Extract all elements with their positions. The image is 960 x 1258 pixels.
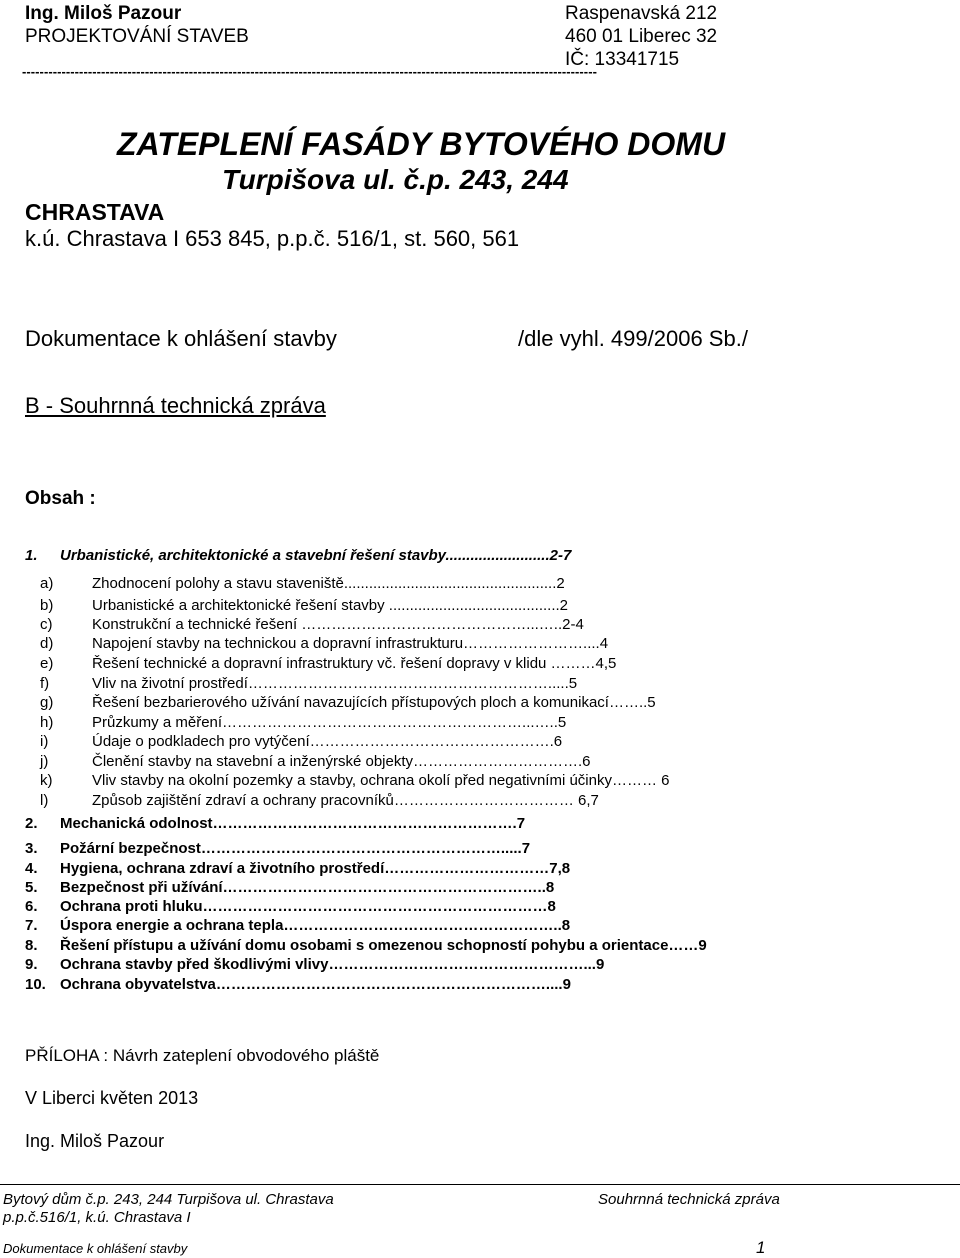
address-block	[565, 2, 717, 71]
project-address: Turpišova ul. č.p. 243, 244	[222, 164, 569, 195]
toc-number: b)	[40, 597, 54, 614]
toc-entry-text: Bezpečnost při užívání………………………………………………………..8	[60, 879, 555, 896]
toc-entry-text: Napojení stavby na technickou a dopravní infrastrukturu……………………....4	[92, 635, 609, 652]
toc-entry-text: Řešení přístupu a užívání domu osobami s omezenou schopností pohybu a orientace……9	[60, 937, 707, 954]
toc-entry-text: Úspora energie a ochrana tepla………………………………………………..8	[60, 917, 571, 934]
toc-entry-text: Urbanistické, architektonické a stavební řešení stavby.........................2-7	[60, 547, 572, 564]
section-title: B - Souhrnná technická zpráva	[25, 393, 326, 418]
author-name: Ing. Miloš Pazour	[25, 3, 182, 24]
page-number: 1	[756, 1238, 766, 1257]
toc-number: 2.	[25, 815, 38, 832]
toc-entry-text: Konstrukční a technické řešení ………………………………………...…..2-4	[92, 616, 584, 633]
toc-number: 4.	[25, 860, 38, 877]
toc-number: 3.	[25, 840, 38, 857]
project-town: CHRASTAVA	[25, 199, 165, 225]
attachment-note: PŘÍLOHA : Návrh zateplení obvodového pláště	[25, 1046, 380, 1065]
document-type: Dokumentace k ohlášení stavby	[25, 326, 337, 351]
toc-number: j)	[40, 753, 49, 770]
toc-number: i)	[40, 733, 49, 750]
toc-entry-text: Vliv stavby na okolní pozemky a stavby, ochrana okolí před negativními účinky……… 6	[92, 772, 670, 789]
toc-number: d)	[40, 635, 54, 652]
footer-building: Bytový dům č.p. 243, 244 Turpišova ul. Chrastava	[3, 1191, 334, 1208]
toc-number: 10.	[25, 976, 46, 993]
toc-number: a)	[40, 575, 54, 592]
toc-entry-text: Ochrana proti hluku……………………………………………………………8	[60, 898, 556, 915]
toc-number: 1.	[25, 547, 38, 564]
toc-entry-text: Požární bezpečnost…………………………………………………….....7	[60, 840, 531, 857]
footer-divider	[0, 1184, 960, 1185]
toc-entry-text: Řešení technické a dopravní infrastruktury vč. řešení dopravy v klidu ………4,5	[92, 655, 617, 672]
place-date: V Liberci květen 2013	[25, 1088, 199, 1108]
address-street: Raspenavská 212	[565, 3, 718, 24]
toc-entry-text: Údaje o podkladech pro vytýčení………………………………………….6	[92, 733, 563, 750]
footer-doc-type: Dokumentace k ohlášení stavby	[3, 1241, 188, 1256]
toc-number: 5.	[25, 879, 38, 896]
toc-entry-text: Vliv na životní prostředí…………………………………………………….....5	[92, 675, 578, 692]
toc-entry-text: Ochrana stavby před škodlivými vlivy……………………………………………...9	[60, 956, 605, 973]
toc-number: l)	[40, 792, 49, 809]
toc-number: 9.	[25, 956, 38, 973]
author-firm: PROJEKTOVÁNÍ STAVEB	[25, 26, 249, 47]
footer-report-name: Souhrnná technická zpráva	[598, 1191, 780, 1208]
toc-number: 6.	[25, 898, 38, 915]
footer-parcel: p.p.č.516/1, k.ú. Chrastava I	[3, 1209, 191, 1226]
header-separator: -----------------------------------------------------------------------------------------------------------------------------------	[22, 64, 597, 79]
toc-entry-text: Řešení bezbarierového užívání navazujících přístupových ploch a komunikací……..5	[92, 694, 656, 711]
toc-entry-text: Urbanistické a architektonické řešení stavby .........................................2	[92, 597, 569, 614]
address-city: 460 01 Liberec 32	[565, 26, 718, 47]
toc-number: 8.	[25, 937, 38, 954]
toc-number: f)	[40, 675, 50, 692]
toc-number: 7.	[25, 917, 38, 934]
project-cadastre: k.ú. Chrastava I 653 845, p.p.č. 516/1, st. 560, 561	[25, 226, 520, 251]
toc-number: e)	[40, 655, 54, 672]
author-block	[25, 2, 249, 48]
toc-entry-text: Mechanická odolnost…………………………………………………….7	[60, 815, 526, 832]
toc-entry-text: Způsob zajištění zdraví a ochrany pracovníků……………………………… 6,7	[92, 792, 599, 809]
toc-entry-text: Členění stavby na stavební a inženýrské objekty…………………………….6	[92, 753, 591, 770]
toc-entry-text: Hygiena, ochrana zdraví a životního prostředí……………………………7,8	[60, 860, 571, 877]
toc-number: g)	[40, 694, 54, 711]
address-ico: IČ: 13341715	[565, 49, 680, 70]
toc-number: c)	[40, 616, 53, 633]
signature: Ing. Miloš Pazour	[25, 1131, 165, 1151]
toc-entry-text: Zhodnocení polohy a stavu staveniště...................................................2	[92, 575, 565, 592]
toc-entry-text: Ochrana obyvatelstva…………………………………………………………....9	[60, 976, 571, 993]
regulation-ref: /dle vyhl. 499/2006 Sb./	[518, 326, 748, 351]
toc-entry-text: Průzkumy a měření……………………………………………………...…..5	[92, 714, 567, 731]
toc-number: k)	[40, 772, 53, 789]
contents-heading: Obsah :	[25, 488, 96, 509]
project-title: ZATEPLENÍ FASÁDY BYTOVÉHO DOMU	[117, 126, 726, 162]
toc-number: h)	[40, 714, 54, 731]
